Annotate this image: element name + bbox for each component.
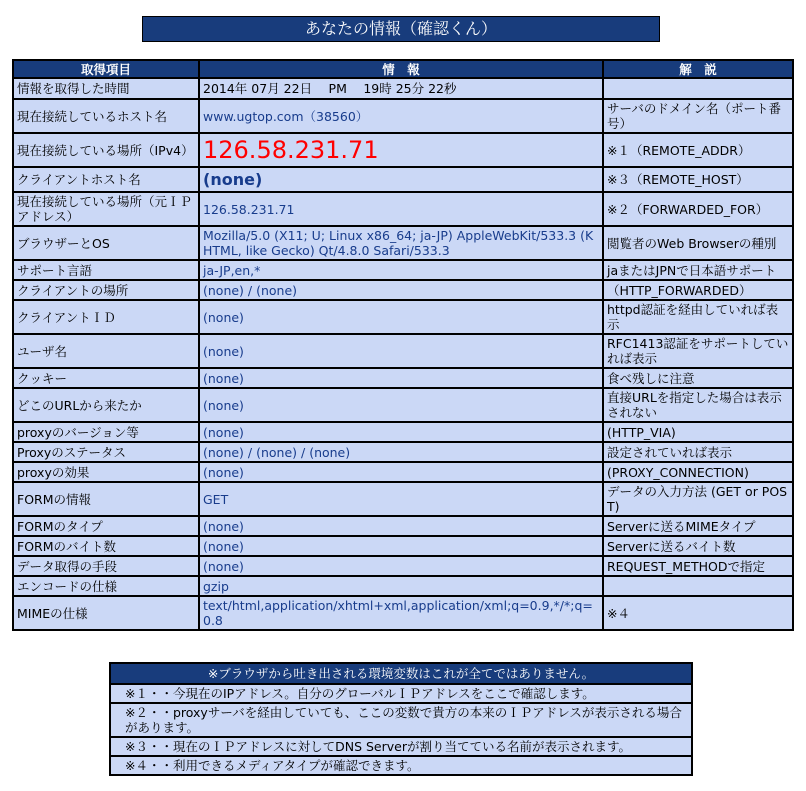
row-desc: REQUEST_METHODで指定: [603, 556, 793, 576]
column-header-item: 取得項目: [13, 60, 199, 78]
row-item-label: proxyのバージョン等: [13, 422, 199, 442]
table-row: [13, 99, 793, 133]
row-item-label: クライアントホスト名: [13, 167, 199, 192]
row-desc: 設定されていれば表示: [603, 442, 793, 462]
row-item-label: 現在接続している場所（IPv4）: [13, 133, 199, 167]
table-row: [13, 280, 793, 300]
note-item: ※１・・今現在のIPアドレス。自分のグローバルＩＰアドレスをここで確認します。: [110, 684, 692, 703]
table-row: [13, 576, 793, 596]
table-row: [13, 368, 793, 388]
row-value: [199, 167, 603, 192]
row-value: (none): [199, 422, 603, 442]
row-item-label: 現在接続しているホスト名: [13, 99, 199, 133]
table-row: [13, 596, 793, 630]
row-item-label: ユーザ名: [13, 334, 199, 368]
table-row: [13, 556, 793, 576]
row-value: (none) / (none): [199, 280, 603, 300]
row-item-label: クライアントの場所: [13, 280, 199, 300]
note-item: ※３・・現在のＩＰアドレスに対してDNS Serverが割り当てている名前が表示されます。: [110, 737, 692, 756]
row-item-label: FORMの情報: [13, 482, 199, 516]
client-host-value: (none): [203, 169, 263, 189]
row-desc: Serverに送るバイト数: [603, 536, 793, 556]
table-row: [13, 300, 793, 334]
row-value: (none): [199, 300, 603, 334]
table-row: [13, 462, 793, 482]
row-desc: RFC1413認証をサポートしていれば表示: [603, 334, 793, 368]
row-item-label: proxyの効果: [13, 462, 199, 482]
row-value: text/html,application/xhtml+xml,application/xml;q=0.9,*/*;q=0.8: [199, 596, 603, 630]
row-item-label: エンコードの仕様: [13, 576, 199, 596]
table-row: [13, 133, 793, 167]
table-row: [13, 167, 793, 192]
row-value: (none) / (none) / (none): [199, 442, 603, 462]
row-item-label: MIMEの仕様: [13, 596, 199, 630]
row-item-label: どこのURLから来たか: [13, 388, 199, 422]
row-value: gzip: [199, 576, 603, 596]
row-desc: 食べ残しに注意: [603, 368, 793, 388]
table-row: [13, 516, 793, 536]
table-row: [13, 388, 793, 422]
row-desc: [603, 78, 793, 99]
row-item-label: クライアントＩＤ: [13, 300, 199, 334]
row-desc: jaまたはJPNで日本語サポート: [603, 260, 793, 280]
row-desc: 直接URLを指定した場合は表示されない: [603, 388, 793, 422]
row-desc: [603, 576, 793, 596]
row-item-label: ブラウザーとOS: [13, 226, 199, 260]
notes-header: ※ブラウザから吐き出される環境変数はこれが全てではありません。: [110, 663, 692, 684]
row-desc: (PROXY_CONNECTION): [603, 462, 793, 482]
column-header-desc: 解 説: [603, 60, 793, 78]
ip-address-large: 126.58.231.71: [203, 136, 379, 164]
row-value: Mozilla/5.0 (X11; U; Linux x86_64; ja-JP) AppleWebKit/533.3 (KHTML, like Gecko) Qt/4.8.0 Safari/533.3: [199, 226, 603, 260]
row-desc: ※１（REMOTE_ADDR）: [603, 133, 793, 167]
table-row: [13, 226, 793, 260]
info-table: [12, 59, 794, 631]
table-header-row: [13, 60, 793, 78]
table-row: [13, 78, 793, 99]
row-value: 2014年 07月 22日 PM 19時 25分 22秒: [199, 78, 603, 99]
row-value: (none): [199, 462, 603, 482]
table-row: [13, 482, 793, 516]
row-value: (none): [199, 388, 603, 422]
row-desc: ※３（REMOTE_HOST）: [603, 167, 793, 192]
row-desc: ※４: [603, 596, 793, 630]
row-value: (none): [199, 334, 603, 368]
table-row: [13, 192, 793, 226]
table-row: [13, 536, 793, 556]
row-desc: httpd認証を経由していれば表示: [603, 300, 793, 334]
row-value: www.ugtop.com（38560）: [199, 99, 603, 133]
row-desc: ※２（FORWARDED_FOR）: [603, 192, 793, 226]
row-item-label: FORMのタイプ: [13, 516, 199, 536]
row-value: (none): [199, 368, 603, 388]
row-value: (none): [199, 536, 603, 556]
row-item-label: データ取得の手段: [13, 556, 199, 576]
row-item-label: FORMのバイト数: [13, 536, 199, 556]
row-desc: Serverに送るMIMEタイプ: [603, 516, 793, 536]
row-desc: サーバのドメイン名（ポート番号）: [603, 99, 793, 133]
row-desc: データの入力方法 (GET or POST): [603, 482, 793, 516]
note-item: ※４・・利用できるメディアタイプが確認できます。: [110, 756, 692, 775]
row-value: (none): [199, 556, 603, 576]
row-desc: (HTTP_VIA): [603, 422, 793, 442]
row-value: [199, 133, 603, 167]
table-row: [13, 260, 793, 280]
row-value: 126.58.231.71: [199, 192, 603, 226]
row-value: GET: [199, 482, 603, 516]
row-item-label: クッキー: [13, 368, 199, 388]
column-header-info: 情 報: [199, 60, 603, 78]
table-row: [13, 334, 793, 368]
note-item: ※２・・proxyサーバを経由していても、ここの変数で貴方の本来のＩＰアドレスが表示される場合があります。: [110, 703, 692, 737]
row-desc: （HTTP_FORWARDED）: [603, 280, 793, 300]
row-value: ja-JP,en,*: [199, 260, 603, 280]
page-title: あなたの情報（確認くん）: [142, 16, 660, 42]
table-row: [13, 422, 793, 442]
row-value: (none): [199, 516, 603, 536]
row-item-label: サポート言語: [13, 260, 199, 280]
table-row: [13, 442, 793, 462]
row-desc: 閲覧者のWeb Browserの種別: [603, 226, 793, 260]
row-item-label: Proxyのステータス: [13, 442, 199, 462]
row-item-label: 現在接続している場所（元ＩＰアドレス）: [13, 192, 199, 226]
notes-table: [109, 662, 693, 776]
row-item-label: 情報を取得した時間: [13, 78, 199, 99]
